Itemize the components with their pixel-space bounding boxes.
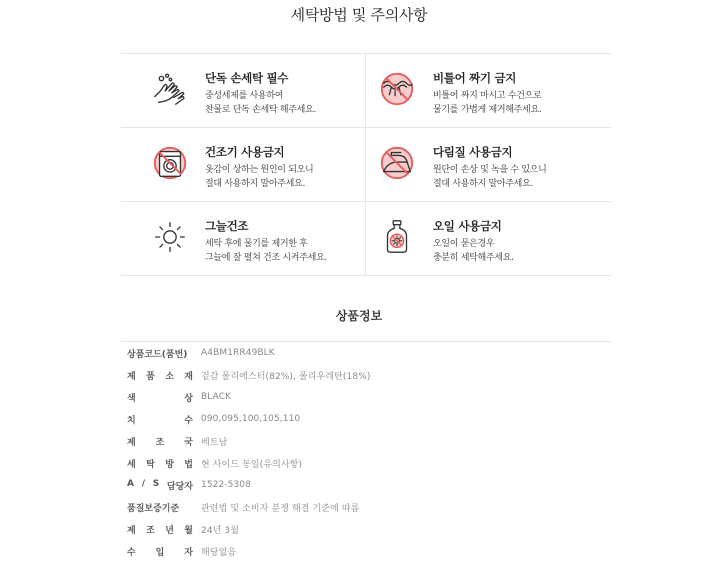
spec-label-char: 탁 xyxy=(146,459,155,470)
spec-label-char: 년 xyxy=(165,525,174,536)
care-desc-line: 세탁 후에 물기를 제거한 후 xyxy=(205,239,308,249)
care-row xyxy=(121,202,611,276)
care-row xyxy=(121,128,611,202)
care-description xyxy=(433,89,541,117)
care-desc-line: 충분히 세탁해주세요. xyxy=(433,253,514,263)
spec-label-char: 법 xyxy=(184,459,193,470)
care-item-no-wring xyxy=(366,54,611,127)
hand-wash-icon xyxy=(151,70,189,108)
page-title: 세탁방법 및 주의사항 xyxy=(290,6,428,24)
spec-label: 품질보증기준 xyxy=(127,503,180,514)
care-desc-line: 절대 사용하지 말아주세요. xyxy=(205,179,306,189)
spec-label-char: 품 xyxy=(146,371,155,382)
care-desc-line: 옷감이 상하는 원인이 되오니 xyxy=(205,165,314,175)
spec-label-char: 수 xyxy=(127,547,136,558)
spec-label-char: 수 xyxy=(184,415,193,426)
spec-section-title: 상품정보 xyxy=(335,309,383,323)
care-item-no-dryer xyxy=(121,128,366,201)
care-desc-line: 원단이 손상 및 녹을 수 있으니 xyxy=(433,165,547,175)
spec-label-char: 담당자 xyxy=(166,481,193,492)
care-title: 단독 손세탁 필수 xyxy=(205,71,289,85)
spec-row-size xyxy=(121,408,611,430)
spec-row-material xyxy=(121,364,611,386)
care-desc-line: 비틀어 짜지 마시고 수건으로 xyxy=(433,91,542,101)
spec-value: 24년 3월 xyxy=(201,525,240,536)
care-title: 다림질 사용금지 xyxy=(433,145,513,159)
spec-label xyxy=(127,413,193,426)
spec-label-char: 제 xyxy=(127,371,136,382)
spec-value: 겉감 폴리에스터(82%), 폴리우레탄(18%) xyxy=(201,371,371,382)
spec-label xyxy=(127,479,193,492)
care-item-hand-wash xyxy=(121,54,366,127)
spec-label-char: / xyxy=(141,478,145,489)
care-item-no-oil xyxy=(366,202,611,275)
spec-label xyxy=(127,457,193,470)
spec-label-char: 색 xyxy=(127,393,136,404)
spec-label xyxy=(127,391,193,404)
spec-row-as-contact xyxy=(121,474,611,496)
care-item-no-iron xyxy=(366,128,611,201)
spec-label xyxy=(127,369,193,382)
spec-label-char: 세 xyxy=(127,459,136,470)
spec-row-wash-method xyxy=(121,452,611,474)
spec-label xyxy=(127,435,193,448)
spec-label-char: 치 xyxy=(127,415,136,426)
spec-label xyxy=(127,523,193,536)
spec-value: 현 사이드 동일(유의사항) xyxy=(201,459,303,470)
spec-value: 해당없음 xyxy=(201,547,237,558)
care-item-shade-dry xyxy=(121,202,366,275)
spec-row-product-code xyxy=(121,342,611,364)
spec-value: 1522-5308 xyxy=(201,480,251,490)
spec-row-importer xyxy=(121,540,611,562)
spec-value: 090,095,100,105,110 xyxy=(201,414,301,424)
care-description xyxy=(433,163,547,191)
spec-label: 상품코드(품번) xyxy=(127,349,188,360)
spec-label-char: 월 xyxy=(184,525,193,536)
care-title: 비틀어 짜기 금지 xyxy=(433,71,517,85)
spec-label-char: 국 xyxy=(184,437,193,448)
spec-value: A4BM1RR49BLK xyxy=(201,348,275,358)
no-wring-icon xyxy=(378,70,416,108)
spec-label-char: 방 xyxy=(165,459,174,470)
spec-value: 베트남 xyxy=(201,437,228,448)
care-desc-line: 오일이 묻은경우 xyxy=(433,239,495,249)
care-description xyxy=(433,237,514,265)
care-title: 오일 사용금지 xyxy=(433,219,502,233)
spec-label xyxy=(127,545,193,558)
spec-label-char: 소 xyxy=(165,371,174,382)
care-description xyxy=(205,89,316,117)
care-desc-line: 물기를 가볍게 제거해주세요. xyxy=(433,105,542,115)
spec-row-origin xyxy=(121,430,611,452)
spec-label-char: 조 xyxy=(146,525,155,536)
care-desc-line: 찬물로 단독 손세탁 해주세요. xyxy=(205,105,316,115)
no-oil-icon xyxy=(378,218,416,256)
care-instructions xyxy=(121,53,611,276)
spec-table xyxy=(121,341,611,562)
spec-row-manufacture-date xyxy=(121,518,611,540)
spec-value: 관련법 및 소비자 분쟁 해결 기준에 따름 xyxy=(201,503,360,514)
care-title: 건조기 사용금지 xyxy=(205,145,285,159)
care-title: 그늘건조 xyxy=(205,219,249,233)
spec-label-char: 상 xyxy=(184,393,193,404)
care-desc-line: 그늘에 잘 펼쳐 건조 시켜주세요. xyxy=(205,253,327,263)
no-iron-icon xyxy=(378,144,416,182)
spec-label-char: 자 xyxy=(184,547,193,558)
spec-label-char: 제 xyxy=(127,525,136,536)
care-description xyxy=(205,237,327,265)
care-desc-line: 절대 사용하지 말아주세요. xyxy=(433,179,534,189)
shade-dry-icon xyxy=(151,218,189,256)
spec-label-char: 제 xyxy=(127,437,136,448)
spec-value: BLACK xyxy=(201,392,232,402)
spec-row-quality-guarantee xyxy=(121,496,611,518)
spec-label-char: 입 xyxy=(155,547,165,558)
spec-label-char: S xyxy=(152,478,160,489)
spec-label-char: A xyxy=(127,478,134,489)
spec-label-char: 재 xyxy=(184,371,193,382)
care-description xyxy=(205,163,313,191)
no-dryer-icon xyxy=(151,144,189,182)
care-desc-line: 중성세제를 사용하여 xyxy=(205,91,284,101)
spec-row-color xyxy=(121,386,611,408)
care-row xyxy=(121,54,611,128)
spec-label-char: 조 xyxy=(155,437,165,448)
